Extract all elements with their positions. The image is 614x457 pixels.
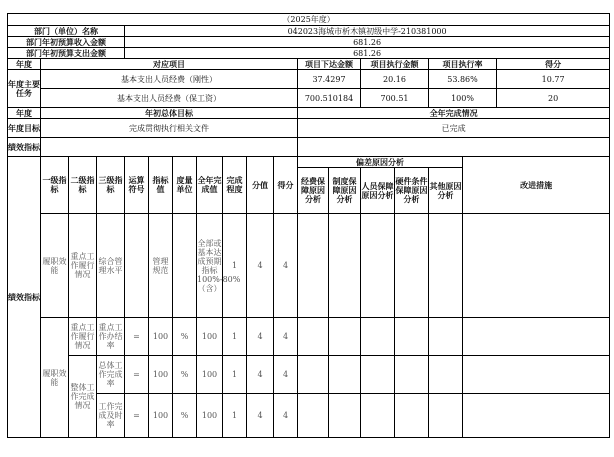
perf-header-blank-right: [298, 138, 610, 157]
dev-cell: [298, 356, 329, 394]
goal-label: 年度目标: [8, 119, 41, 138]
perf-operator: =: [125, 356, 149, 394]
perf-score-value: 4: [247, 318, 274, 356]
unit-name-value: 042023海城市析木镇初级中学-210381000: [125, 26, 610, 37]
income-label: 部门年初预算收入金额: [8, 37, 125, 48]
perf-score: 4: [274, 214, 298, 318]
perf-score: 4: [274, 318, 298, 356]
dev-cell: [395, 214, 429, 318]
perf-unit: %: [173, 394, 197, 438]
task-row-executed: 700.51: [361, 89, 429, 108]
task-year-header: 年度: [8, 59, 41, 70]
perf-level2: 整体工作完成情况: [69, 356, 97, 438]
unit-name-label: 部门（单位）名称: [8, 26, 125, 37]
deviation-header: 偏差原因分析: [298, 157, 463, 168]
perf-target-value: 管理规范: [149, 214, 173, 318]
dev-cell: [298, 394, 329, 438]
col-level1: 一级指标: [41, 157, 69, 214]
dev-cell: [395, 318, 429, 356]
task-item-header: 对应项目: [41, 59, 298, 70]
task-score-header: 得分: [497, 59, 610, 70]
perf-unit: %: [173, 318, 197, 356]
col-unit: 度量单位: [173, 157, 197, 214]
col-operator: 运算符号: [125, 157, 149, 214]
dev-system: 制度保障原因分析: [329, 168, 361, 214]
perf-target-value: 100: [149, 356, 173, 394]
dev-cell: [329, 318, 361, 356]
perf-score: 4: [274, 394, 298, 438]
task-rate-header: 项目执行率: [429, 59, 497, 70]
perf-level2: 重点工作履行情况: [69, 214, 97, 318]
col-degree: 完成程度: [223, 157, 247, 214]
dev-cell: [361, 318, 395, 356]
perf-degree: 1: [223, 214, 247, 318]
perf-degree: 1: [223, 318, 247, 356]
perf-header-blank: [41, 138, 298, 157]
task-row-score: 20: [497, 89, 610, 108]
task-row-rate: 100%: [429, 89, 497, 108]
dev-cell: [395, 394, 429, 438]
perf-level3: 综合管理水平: [97, 214, 125, 318]
dev-hardware: 硬件条件保障原因分析: [395, 168, 429, 214]
task-row-name: 基本支出人员经费（保工资）: [41, 89, 298, 108]
dev-staff: 人员保障原因分析: [361, 168, 395, 214]
completion-value: 已完成: [298, 119, 610, 138]
dev-cell: [429, 394, 463, 438]
initial-goal-value: 完成贯彻执行相关文件: [41, 119, 298, 138]
col-score: 得分: [274, 157, 298, 214]
col-level3: 三级指标: [97, 157, 125, 214]
perf-target-value: 100: [149, 394, 173, 438]
perf-label-top: 绩效指标: [8, 138, 41, 157]
task-label: 年度主要任务: [8, 70, 41, 108]
dev-cell: [361, 214, 395, 318]
improve-cell: [463, 394, 610, 438]
dev-cell: [298, 318, 329, 356]
dev-cell: [329, 214, 361, 318]
task-row-issued: 37.4297: [298, 70, 361, 89]
perf-label: 绩效指标: [8, 157, 41, 438]
perf-level3: 工作完成及时率: [97, 394, 125, 438]
perf-level3: 总体工作完成率: [97, 356, 125, 394]
perf-level1: 履职效能: [41, 214, 69, 318]
task-row-issued: 700.510184: [298, 89, 361, 108]
dev-cell: [361, 394, 395, 438]
income-value: 681.26: [125, 37, 610, 48]
task-row-rate: 53.86%: [429, 70, 497, 89]
dev-cell: [361, 356, 395, 394]
year-title: （2025年度）: [8, 14, 610, 26]
col-annual-value: 全年完成值: [197, 157, 223, 214]
perf-degree: 1: [223, 394, 247, 438]
perf-operator: =: [125, 394, 149, 438]
dev-funding: 经费保障原因分析: [298, 168, 329, 214]
perf-score-value: 4: [247, 356, 274, 394]
perf-annual-value: 100: [197, 394, 223, 438]
perf-unit: %: [173, 356, 197, 394]
dev-cell: [329, 394, 361, 438]
col-score-value: 分值: [247, 157, 274, 214]
task-row-executed: 20.16: [361, 70, 429, 89]
dev-cell: [429, 356, 463, 394]
task-issued-header: 项目下达金额: [298, 59, 361, 70]
task-row-score: 10.77: [497, 70, 610, 89]
expense-label: 部门年初预算支出金额: [8, 48, 125, 59]
perf-operator: =: [125, 318, 149, 356]
perf-unit: [173, 214, 197, 318]
improve-cell: [463, 318, 610, 356]
col-level2: 二级指标: [69, 157, 97, 214]
improve-header: 改进措施: [463, 157, 610, 214]
perf-score-value: 4: [247, 394, 274, 438]
dev-cell: [429, 318, 463, 356]
perf-score: 4: [274, 356, 298, 394]
perf-level1: 履职效能: [41, 318, 69, 438]
perf-annual-value: 100: [197, 356, 223, 394]
dev-cell: [395, 356, 429, 394]
dev-cell: [329, 356, 361, 394]
perf-target-value: 100: [149, 318, 173, 356]
performance-evaluation-table: [7, 13, 610, 438]
col-target-value: 指标值: [149, 157, 173, 214]
perf-annual-value: 100: [197, 318, 223, 356]
dev-cell: [298, 214, 329, 318]
perf-score-value: 4: [247, 214, 274, 318]
perf-level2: 重点工作履行情况: [69, 318, 97, 356]
expense-value: 681.26: [125, 48, 610, 59]
dev-cell: [429, 214, 463, 318]
improve-cell: [463, 214, 610, 318]
initial-goal-header: 年初总体目标: [41, 108, 298, 119]
completion-header: 全年完成情况: [298, 108, 610, 119]
perf-level3: 重点工作办结率: [97, 318, 125, 356]
perf-operator: [125, 214, 149, 318]
task-executed-header: 项目执行金额: [361, 59, 429, 70]
goal-year-label: 年度: [8, 108, 41, 119]
dev-other: 其他原因分析: [429, 168, 463, 214]
task-row-name: 基本支出人员经费（刚性）: [41, 70, 298, 89]
perf-annual-value: 全部或基本达成预期指标100%-80%（含）: [197, 214, 223, 318]
perf-degree: 1: [223, 356, 247, 394]
improve-cell: [463, 356, 610, 394]
